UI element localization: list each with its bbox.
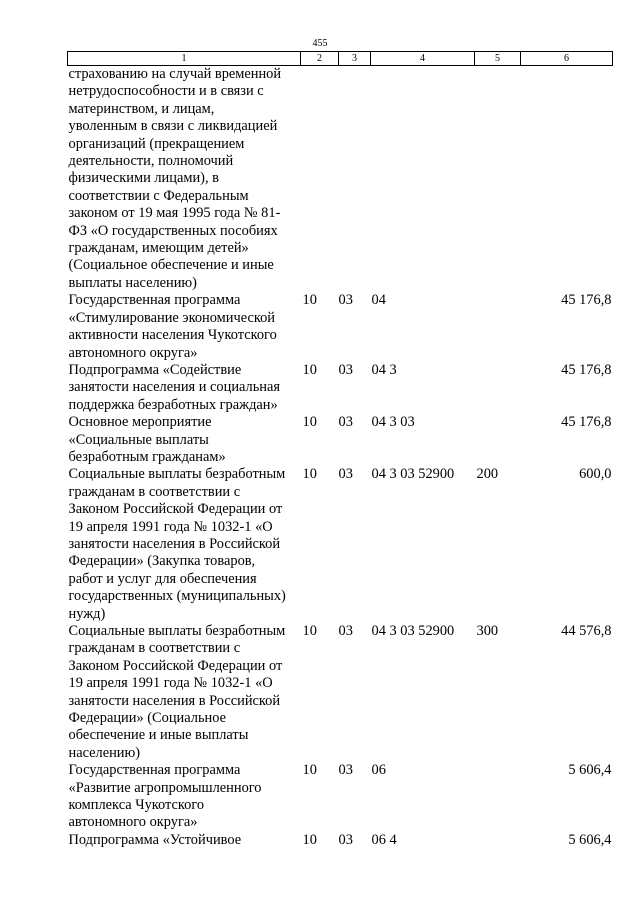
row-expense-type [475, 362, 521, 414]
row-target-article: 04 3 03 52900 [371, 623, 455, 639]
row-name [68, 292, 301, 362]
row-name [68, 414, 301, 466]
header-col-2: 2 [301, 52, 339, 66]
row-expense-type [475, 66, 521, 293]
row-name-line: Подпрограмма «Устойчивое [68, 831, 242, 848]
row-name-line: 19 апреля 1991 года № 1032-1 «О [68, 675, 273, 692]
header-col-1: 1 [68, 52, 301, 66]
row-amount: 600,0 [579, 466, 612, 483]
row-name [68, 466, 301, 623]
header-col-4: 4 [371, 52, 475, 66]
row-name-line: законом от 19 мая 1995 года № 81- [68, 205, 281, 222]
header-col-5: 5 [475, 52, 521, 66]
row-target-article: 06 4 [371, 831, 397, 848]
row-target-article: 04 3 [371, 361, 397, 378]
table-row [68, 362, 613, 414]
row-name-line: нетрудоспособности и в связи с [68, 83, 264, 100]
row-name-line: Законом Российской Федерации от [68, 657, 283, 674]
row-amount: 5 606,4 [568, 762, 612, 779]
row-name-line: «Развитие агропромышленного [68, 779, 262, 796]
row-name-line: Государственная программа [68, 762, 241, 779]
row-name-line: «Социальные выплаты [68, 431, 209, 448]
header-col-3: 3 [339, 52, 371, 66]
row-subsection: 03 [338, 762, 353, 779]
table-row [68, 623, 613, 762]
row-name-line: автономного округа» [68, 814, 198, 831]
row-subsection: 03 [338, 292, 353, 309]
row-name-line: занятости населения и социальная [68, 379, 280, 396]
row-name-line: нужд) [68, 605, 106, 622]
row-name [68, 66, 301, 293]
table-body [68, 66, 613, 850]
row-name-line: Социальные выплаты безработным [68, 466, 286, 483]
row-name-line: гражданам в соответствии с [68, 483, 241, 500]
row-expense-type [475, 414, 521, 466]
row-name-line: выплаты населению) [68, 274, 197, 291]
table-header [68, 52, 613, 66]
row-name-line: организаций (прекращением [68, 135, 245, 152]
row-name-line: материнством, и лицам, [68, 100, 215, 117]
row-amount: 45 176,8 [561, 414, 612, 431]
row-name-line: уволенным в связи с ликвидацией [68, 118, 278, 135]
row-name-line: Государственная программа [68, 292, 241, 309]
row-subsection: 03 [338, 361, 353, 378]
row-amount: 5 606,4 [568, 831, 612, 848]
row-name [68, 832, 301, 849]
table-row [68, 762, 613, 832]
row-target-article: 04 [371, 292, 386, 309]
row-target-article: 04 3 03 52900 [371, 466, 455, 483]
row-target-article: 06 [371, 762, 386, 779]
row-name-line: «Стимулирование экономической [68, 309, 276, 326]
table-row [68, 66, 613, 293]
table-row [68, 292, 613, 362]
row-name-line: ФЗ «О государственных пособиях [68, 222, 278, 239]
row-name-line: безработным гражданам» [68, 448, 226, 465]
row-name-line: Основное мероприятие [68, 414, 212, 431]
row-section [301, 66, 339, 293]
row-amount: 44 576,8 [561, 623, 612, 639]
row-name-line: Социальные выплаты безработным [68, 623, 286, 639]
row-section: 10 [302, 623, 317, 639]
row-name-line: гражданам, имеющим детей» [68, 240, 249, 257]
row-subsection: 03 [338, 623, 353, 639]
page-number: 455 [312, 38, 328, 49]
row-name [68, 762, 301, 832]
row-amount [521, 66, 613, 293]
row-name-line: Федерации» (Социальное [68, 710, 226, 727]
row-expense-type [475, 832, 521, 849]
row-section: 10 [302, 762, 317, 779]
row-section: 10 [302, 414, 317, 431]
row-target-article [371, 66, 475, 293]
row-name-line: работ и услуг для обеспечения [68, 570, 257, 587]
row-name [68, 362, 301, 414]
row-name-line: занятости населения в Российской [68, 692, 281, 709]
row-expense-type [475, 292, 521, 362]
table-row [68, 466, 613, 623]
row-name-line: соответствии с Федеральным [68, 187, 249, 204]
row-name-line: физическими лицами), в [68, 170, 219, 187]
row-name-line: Федерации» (Закупка товаров, [68, 553, 256, 570]
row-section: 10 [302, 292, 317, 309]
row-target-article: 04 3 03 [371, 414, 415, 431]
row-expense-type [475, 762, 521, 832]
row-name-line: Подпрограмма «Содействие [68, 361, 242, 378]
row-name-line: поддержка безработных граждан» [68, 396, 278, 413]
header-col-6: 6 [521, 52, 613, 66]
row-name-line: 19 апреля 1991 года № 1032-1 «О [68, 518, 273, 535]
row-section: 10 [302, 831, 317, 848]
row-subsection: 03 [338, 466, 353, 483]
row-section: 10 [302, 466, 317, 483]
row-name [68, 623, 301, 762]
table-row [68, 414, 613, 466]
row-expense-type: 200 [476, 466, 499, 483]
row-name-line: комплекса Чукотского [68, 797, 205, 814]
row-amount: 45 176,8 [561, 292, 612, 309]
row-name-line: занятости населения в Российской [68, 535, 281, 552]
row-name-line: страхованию на случай временной [68, 66, 282, 82]
row-name-line: автономного округа» [68, 344, 198, 361]
row-name-line: (Социальное обеспечение и иные [68, 257, 274, 274]
row-subsection: 03 [338, 831, 353, 848]
row-name-line: обеспечение и иные выплаты [68, 727, 249, 744]
row-subsection [339, 66, 371, 293]
row-name-line: населению) [68, 744, 141, 761]
row-section: 10 [302, 361, 317, 378]
table-row [68, 832, 613, 849]
row-name-line: гражданам в соответствии с [68, 640, 241, 657]
row-amount: 45 176,8 [561, 361, 612, 378]
row-subsection: 03 [338, 414, 353, 431]
header-row [68, 52, 613, 66]
budget-table [67, 51, 613, 849]
row-name-line: деятельности, полномочий [68, 153, 234, 170]
row-name-line: Законом Российской Федерации от [68, 501, 283, 518]
row-expense-type: 300 [476, 623, 499, 639]
row-name-line: активности населения Чукотского [68, 327, 277, 344]
row-name-line: государственных (муниципальных) [68, 588, 286, 605]
